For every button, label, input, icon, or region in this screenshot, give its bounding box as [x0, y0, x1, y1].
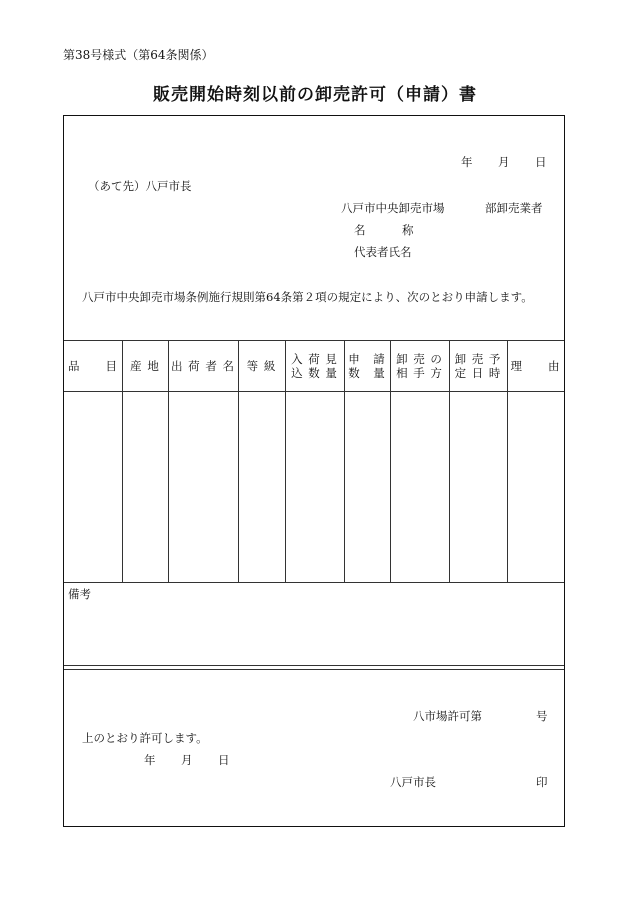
form-frame [63, 115, 565, 827]
header-bottom-line [64, 391, 564, 392]
permit-date-month: 月 [181, 753, 193, 767]
section-divider [64, 665, 564, 670]
permit-date-year: 年 [144, 753, 156, 767]
header-buyer-line2: 相 手 方 [396, 366, 443, 380]
col-divider [122, 340, 123, 582]
page-title: 販売開始時刻以前の卸売許可（申請）書 [153, 85, 477, 105]
dept-label: 部卸売業者 [485, 201, 543, 215]
table-bottom-line [64, 582, 564, 583]
application-statement: 八戸市中央卸売市場条例施行規則第64条第２項の規定により、次のとおり申請します。 [82, 290, 533, 304]
seal-mark: 印 [536, 775, 548, 789]
permit-date-day: 日 [218, 753, 230, 767]
header-scheduled-time-line1: 卸 売 予 [454, 352, 502, 366]
addressee: （あて先）八戸市長 [88, 179, 192, 193]
header-expected-qty-line2: 込 数 量 [291, 366, 338, 380]
col-divider [168, 340, 169, 582]
name-label-b: 称 [402, 223, 414, 237]
market-name: 八戸市中央卸売市場 [341, 201, 445, 215]
form-reference: 第38号様式（第64条関係） [63, 48, 214, 62]
name-label-a: 名 [354, 223, 366, 237]
table-top-line [64, 340, 564, 341]
header-reason: 理 由 [510, 359, 561, 373]
header-shipper-name: 出 荷 者 名 [171, 359, 235, 373]
date-day: 日 [535, 155, 547, 169]
header-requested-qty-line2: 数 量 [348, 366, 386, 380]
representative-label: 代表者氏名 [354, 245, 412, 259]
header-grade: 等 級 [246, 359, 277, 373]
header-expected-qty-line1: 入 荷 見 [291, 352, 338, 366]
mayor-label: 八戸市長 [390, 775, 436, 789]
remarks-label: 備考 [68, 587, 91, 601]
header-item: 品 目 [68, 359, 118, 373]
col-divider [507, 340, 508, 582]
header-requested-qty-line1: 申 請 [348, 352, 386, 366]
header-buyer-line1: 卸 売 の [396, 352, 443, 366]
header-scheduled-time-line2: 定 日 時 [454, 366, 502, 380]
permit-number-prefix: 八市場許可第 [413, 709, 482, 723]
col-divider [238, 340, 239, 582]
permit-number-suffix: 号 [536, 709, 548, 723]
permission-statement: 上のとおり許可します。 [82, 731, 208, 745]
date-year: 年 [461, 155, 473, 169]
header-origin: 産 地 [130, 359, 160, 373]
date-month: 月 [498, 155, 510, 169]
